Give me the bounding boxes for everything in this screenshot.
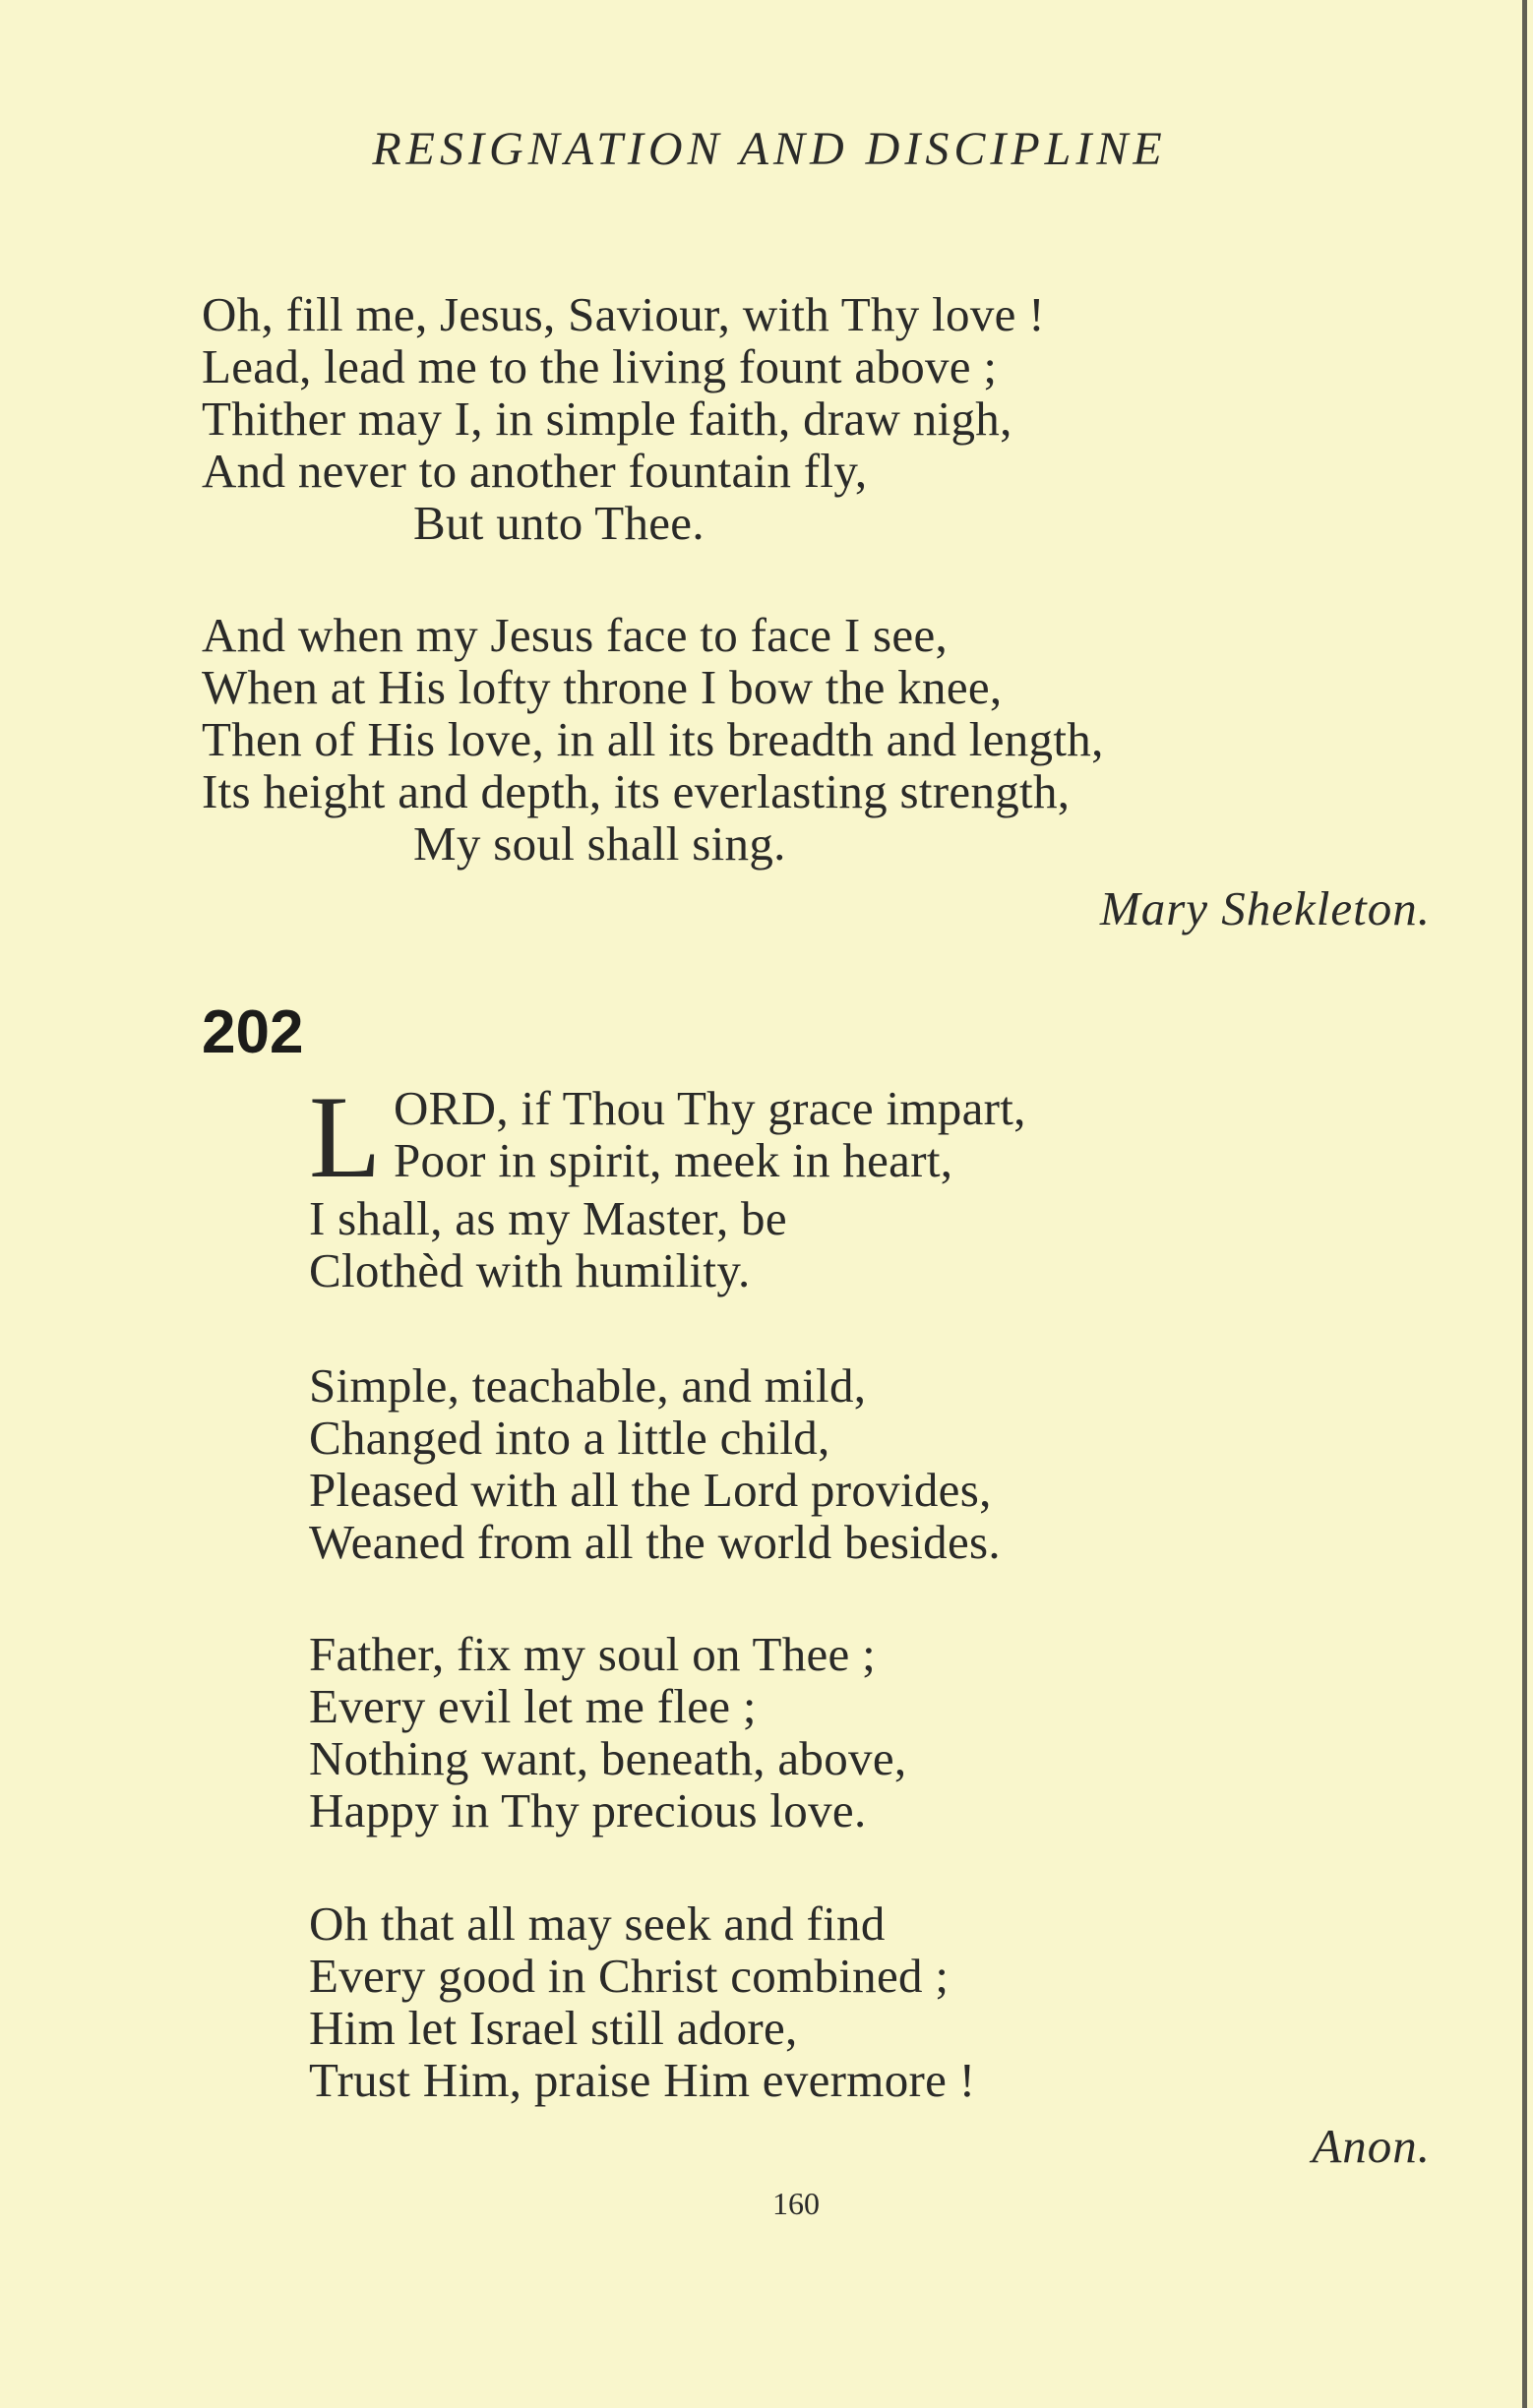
drop-cap: L <box>309 1071 382 1202</box>
page-edge-shadow <box>1522 0 1527 2408</box>
previous-hymn-author: Mary Shekleton. <box>1099 881 1431 935</box>
verse-line: I shall, as my Master, be <box>309 1191 787 1245</box>
verse-refrain-line: But unto Thee. <box>413 496 705 550</box>
hymn-author: Anon. <box>1312 2119 1431 2173</box>
previous-hymn-stanza-1 <box>202 288 1045 549</box>
hymn-number: 202 <box>202 998 304 1066</box>
verse-line: Simple, teachable, and mild, <box>309 1358 867 1413</box>
verse-line: Clothèd with humility. <box>309 1243 751 1297</box>
verse-line: ORD, if Thou Thy grace impart, <box>394 1081 1026 1135</box>
verse-line: Him let Israel still adore, <box>309 2001 798 2055</box>
verse-line: Then of His love, in all its breadth and length, <box>202 712 1104 766</box>
verse-line: Every good in Christ combined ; <box>309 1949 950 2003</box>
verse-line: Pleased with all the Lord provides, <box>309 1463 992 1517</box>
verse-line: Father, fix my soul on Thee ; <box>309 1627 877 1681</box>
verse-line: Changed into a little child, <box>309 1411 830 1465</box>
drop-cap-lines <box>394 1082 1026 1186</box>
verse-line: Every evil let me flee ; <box>309 1679 757 1733</box>
verse-line: Nothing want, beneath, above, <box>309 1731 907 1785</box>
verse-line: Weaned from all the world besides. <box>309 1515 1001 1569</box>
hymn-stanza-3 <box>309 1628 906 1836</box>
verse-line: Poor in spirit, meek in heart, <box>394 1133 953 1187</box>
hymn-first-stanza-continued <box>309 1192 787 1296</box>
verse-line: When at His lofty throne I bow the knee, <box>202 660 1003 714</box>
hymn-stanza-4 <box>309 1897 975 2106</box>
verse-line: Its height and depth, its everlasting strength, <box>202 764 1071 818</box>
verse-line: Happy in Thy precious love. <box>309 1783 867 1837</box>
previous-hymn-stanza-2 <box>202 609 1104 870</box>
verse-refrain-line: My soul shall sing. <box>413 816 786 871</box>
verse-line: Trust Him, praise Him evermore ! <box>309 2053 976 2107</box>
verse-line: Oh that all may seek and find <box>309 1896 886 1951</box>
verse-line: Oh, fill me, Jesus, Saviour, with Thy love ! <box>202 287 1045 341</box>
running-head: RESIGNATION AND DISCIPLINE <box>372 123 1167 175</box>
verse-line: And when my Jesus face to face I see, <box>202 608 949 662</box>
verse-line: Thither may I, in simple faith, draw nigh, <box>202 391 1012 446</box>
verse-line: Lead, lead me to the living fount above ; <box>202 339 998 393</box>
page-number: 160 <box>772 2186 820 2221</box>
verse-line: And never to another fountain fly, <box>202 444 868 498</box>
hymn-stanza-2 <box>309 1359 1001 1568</box>
